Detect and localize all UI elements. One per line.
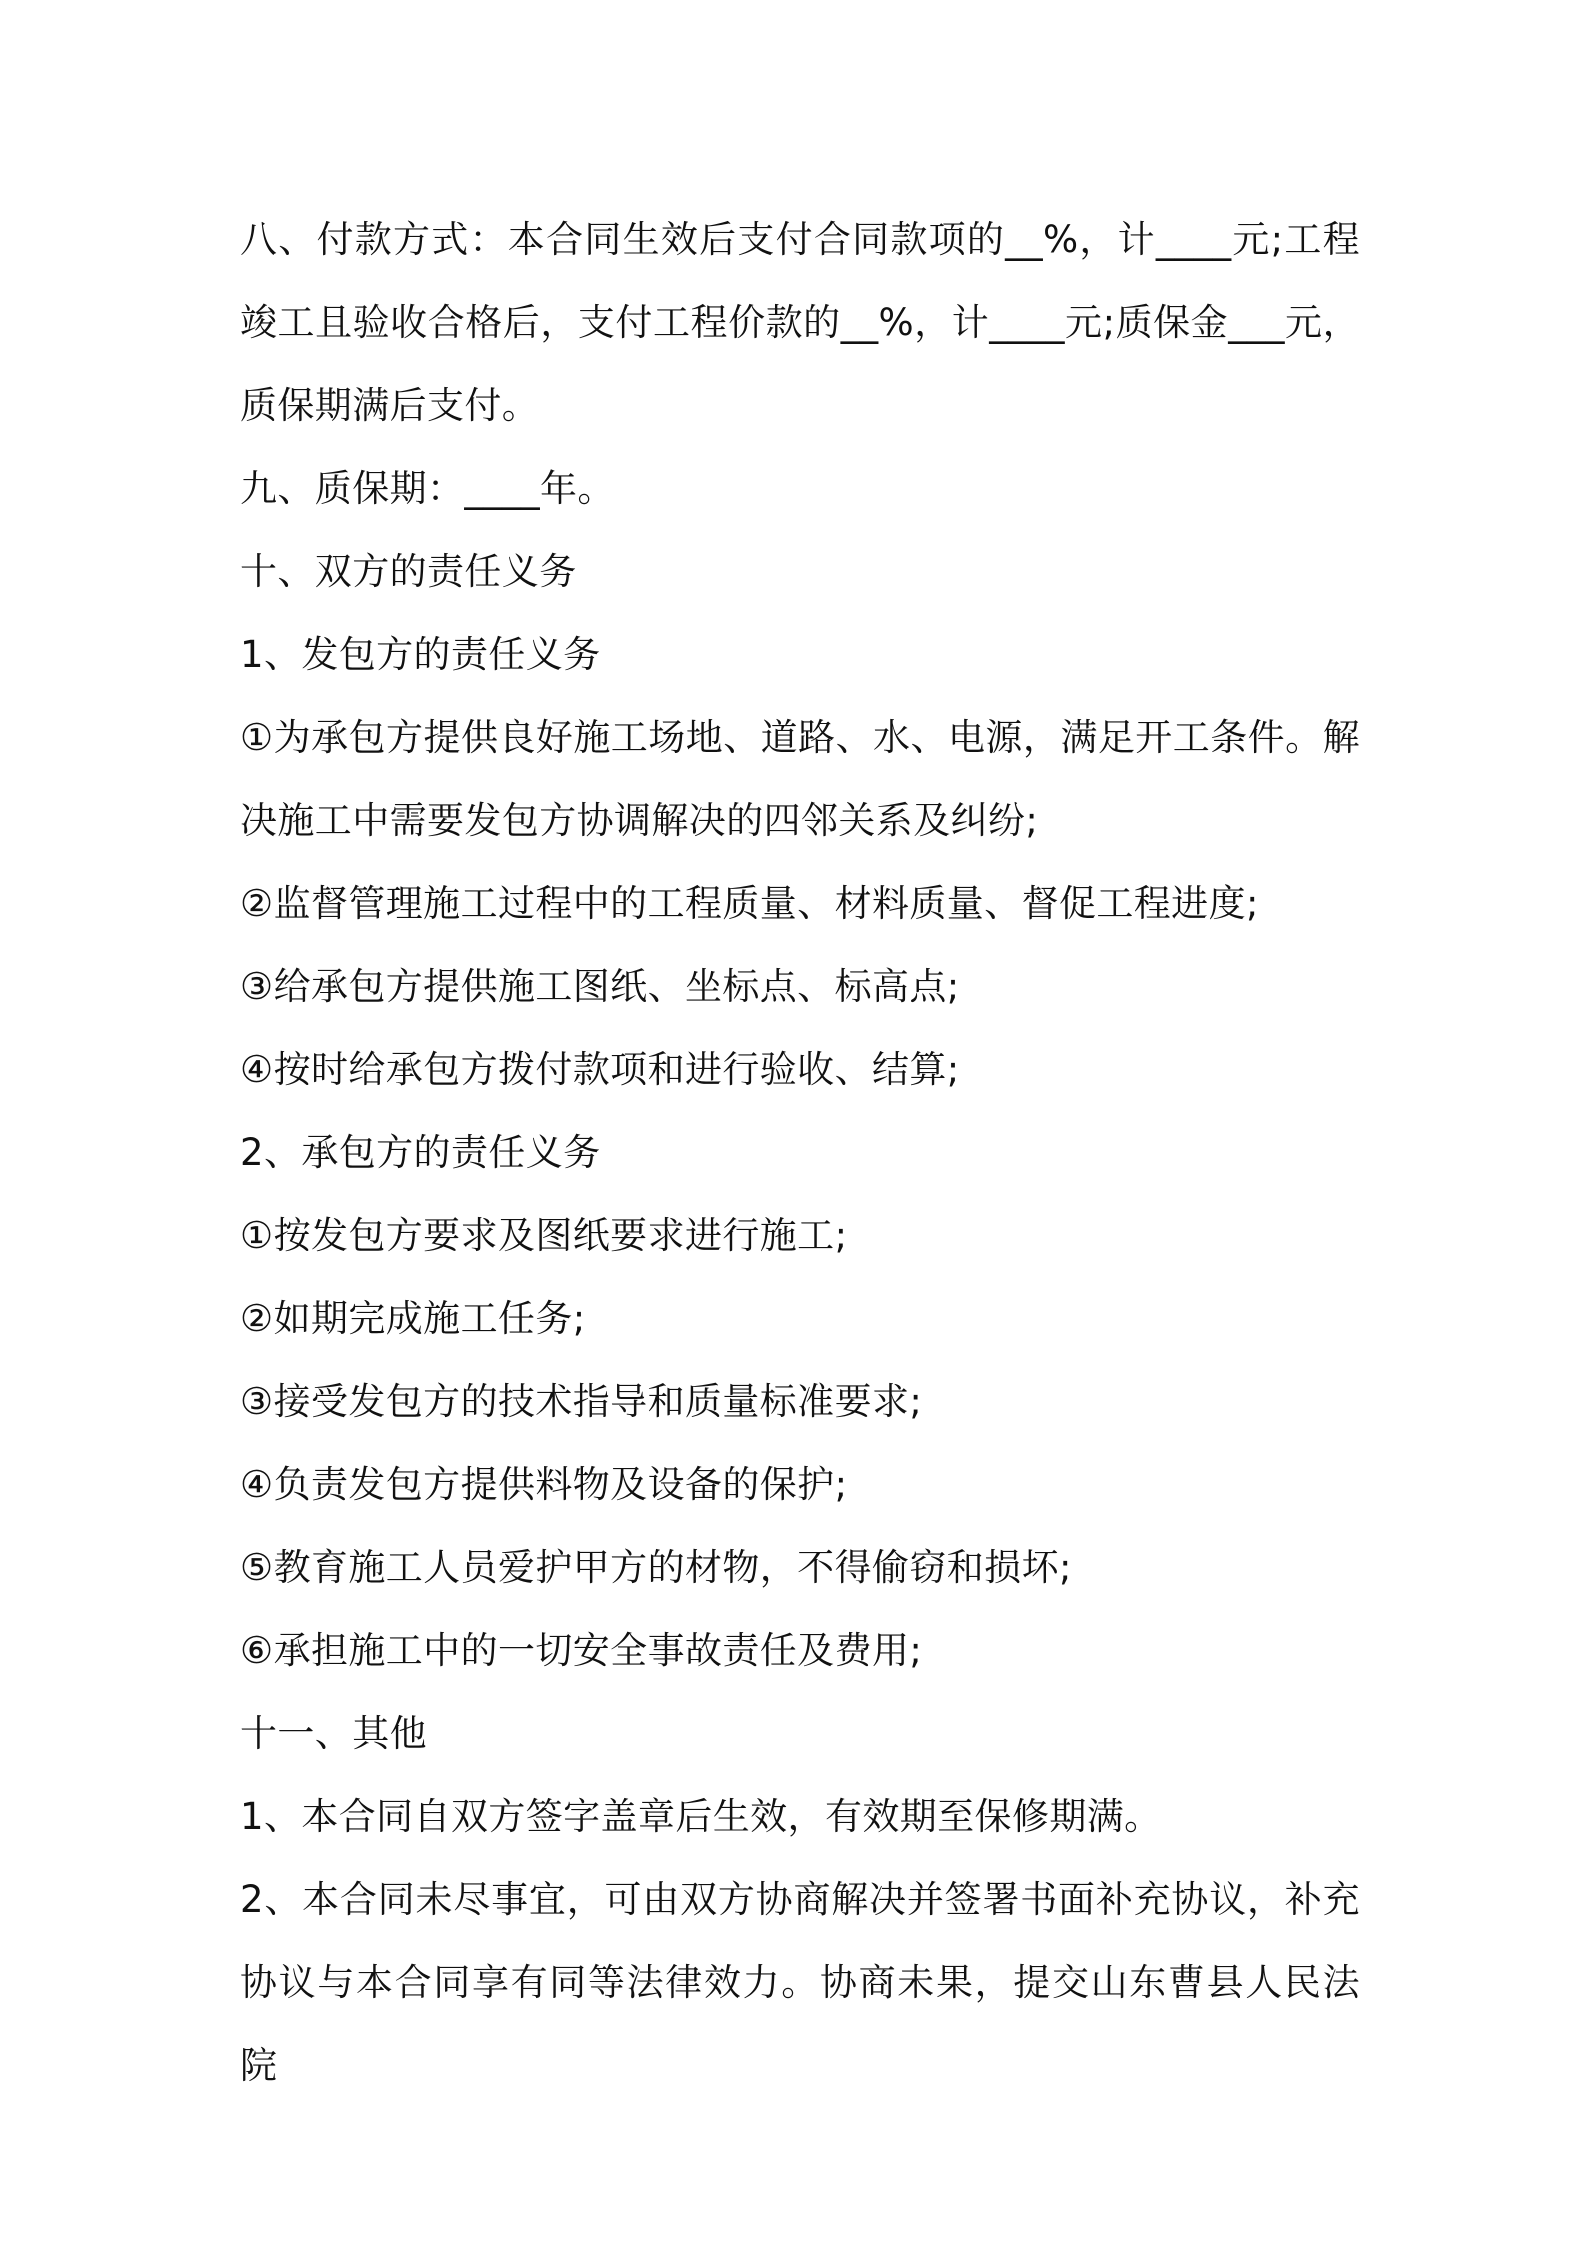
clause-warranty-period: 九、质保期：____年。 xyxy=(240,467,615,510)
clause-payment-method: 八、付款方式：本合同生效后支付合同款项的__%，计____元;工程竣工且验收合格后，支付工程价款的__%，计____元;质保金___元，质保期满后支付。 xyxy=(240,218,1360,427)
employer-duty-3: ③给承包方提供施工图纸、坐标点、标高点; xyxy=(240,965,960,1008)
document-body xyxy=(240,198,1360,2107)
other-clause-1: 1、本合同自双方签字盖章后生效，有效期至保修期满。 xyxy=(240,1795,1162,1838)
contractor-duty-5: ⑤教育施工人员爱护甲方的材物，不得偷窃和损坏; xyxy=(240,1546,1072,1589)
contractor-duty-3: ③接受发包方的技术指导和质量标准要求; xyxy=(240,1380,923,1423)
contractor-duty-6: ⑥承担施工中的一切安全事故责任及费用; xyxy=(240,1629,923,1672)
subsection-heading-contractor: 2、承包方的责任义务 xyxy=(240,1131,601,1174)
employer-duty-4: ④按时给承包方拨付款项和进行验收、结算; xyxy=(240,1048,960,1091)
section-heading-responsibilities: 十、双方的责任义务 xyxy=(240,550,577,593)
other-clause-2: 2、本合同未尽事宜，可由双方协商解决并签署书面补充协议，补充协议与本合同享有同等法律效力。协商未果，提交山东曹县人民法院 xyxy=(240,1878,1360,2087)
employer-duty-2: ②监督管理施工过程中的工程质量、材料质量、督促工程进度; xyxy=(240,882,1259,925)
contractor-duty-2: ②如期完成施工任务; xyxy=(240,1297,586,1340)
employer-duty-1: ①为承包方提供良好施工场地、道路、水、电源，满足开工条件。解决施工中需要发包方协调解决的四邻关系及纠纷; xyxy=(240,716,1360,842)
subsection-heading-employer: 1、发包方的责任义务 xyxy=(240,633,601,676)
contractor-duty-4: ④负责发包方提供料物及设备的保护; xyxy=(240,1463,848,1506)
contractor-duty-1: ①按发包方要求及图纸要求进行施工; xyxy=(240,1214,848,1257)
section-heading-other: 十一、其他 xyxy=(240,1712,427,1755)
